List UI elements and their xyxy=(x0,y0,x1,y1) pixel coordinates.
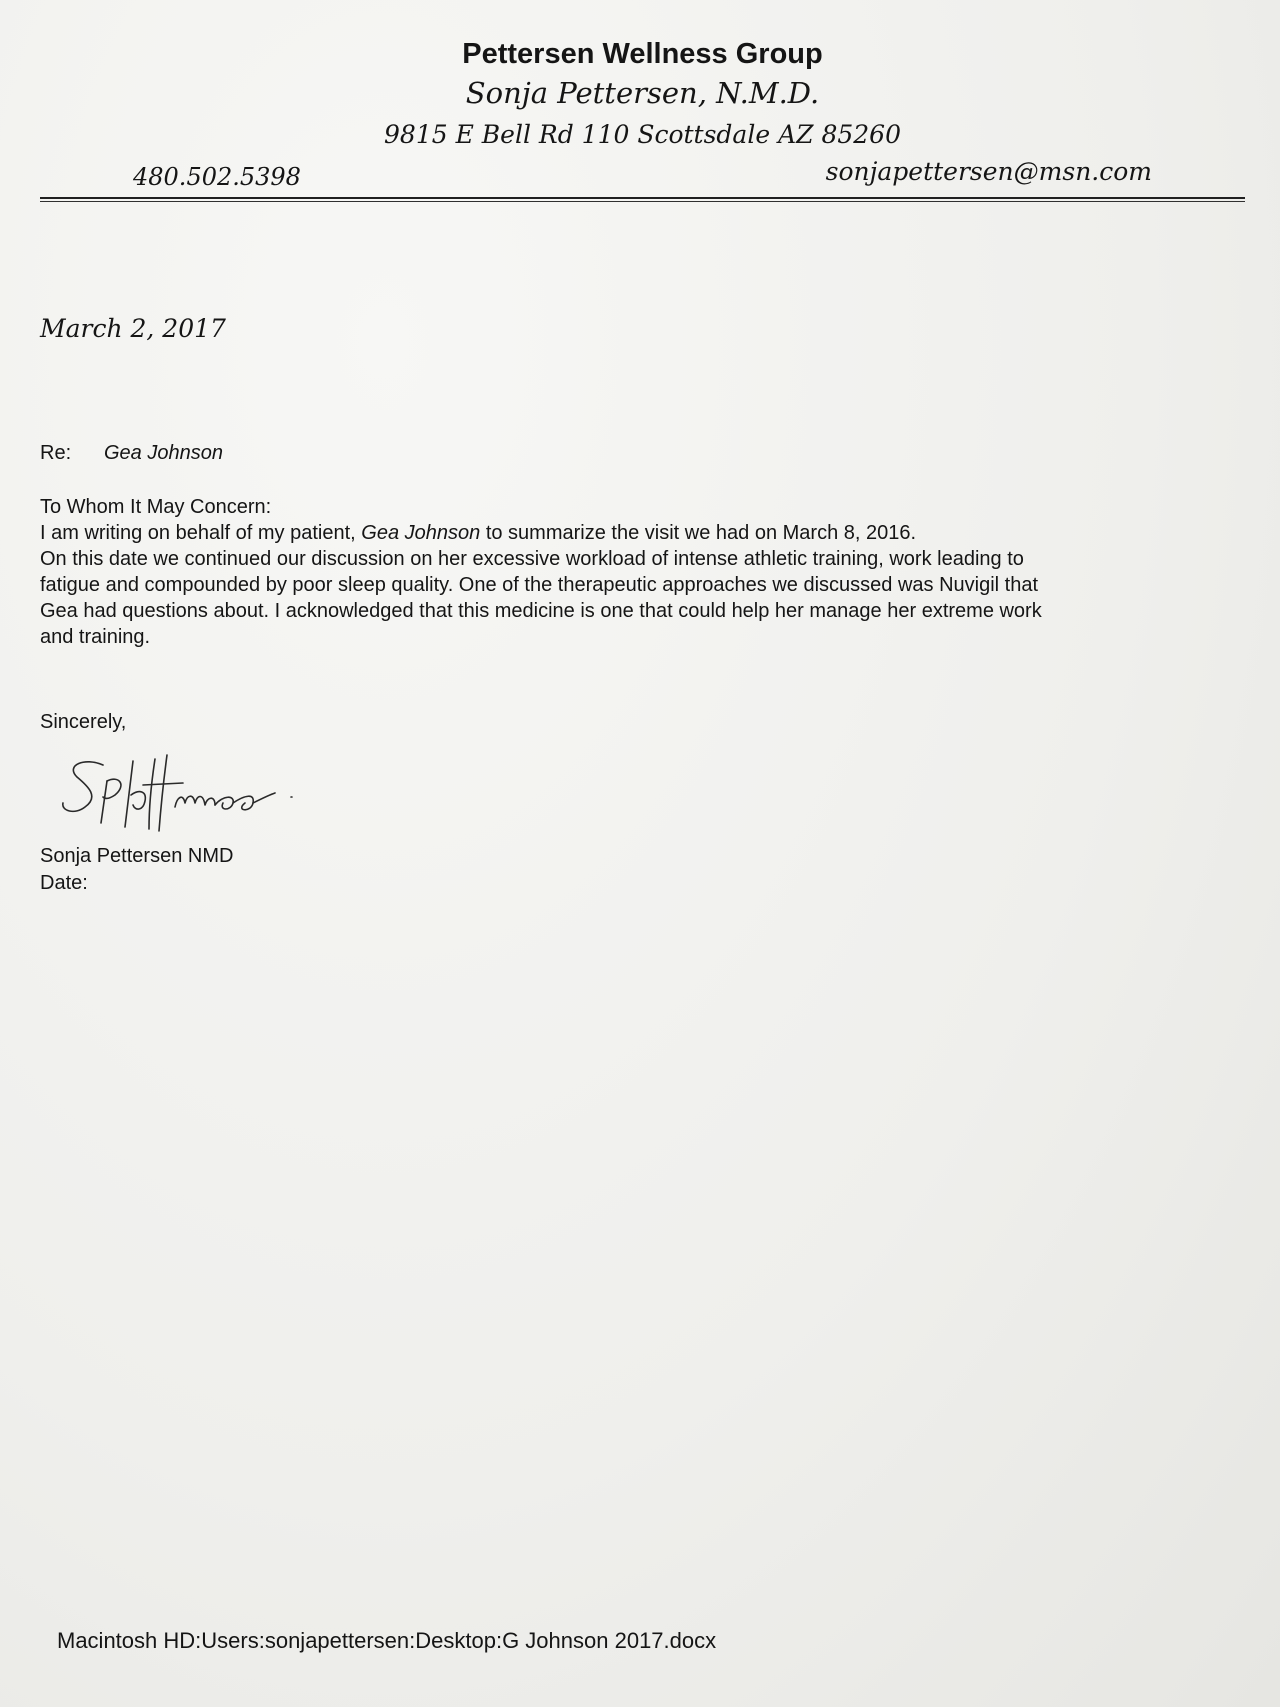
intro-after: to summarize the visit we had on March 8, 2016. xyxy=(480,522,917,544)
date-label: Date: xyxy=(40,872,88,894)
salutation: To Whom It May Concern: xyxy=(40,496,272,518)
file-path-footer: Macintosh HD:Users:sonjapettersen:Desktop:G Johnson 2017.docx xyxy=(57,1628,717,1653)
body-line: and training. xyxy=(40,626,151,648)
intro-line xyxy=(40,520,1250,546)
intro-patient-name: Gea Johnson xyxy=(361,522,481,544)
body-line: fatigue and compounded by poor sleep quality. One of the therapeutic approaches we discussed was Nuvigil that xyxy=(40,574,1039,596)
signer-name: Sonja Pettersen NMD xyxy=(40,845,234,867)
re-patient-name: Gea Johnson xyxy=(104,442,223,464)
doctor-name: Sonja Pettersen, N.M.D. xyxy=(465,76,820,110)
closing: Sincerely, xyxy=(40,711,127,733)
letter-date: March 2, 2017 xyxy=(40,314,226,343)
body-line: Gea had questions about. I acknowledged that this medicine is one that could help her manage her extreme work xyxy=(40,600,1042,622)
organization-name: Pettersen Wellness Group xyxy=(462,38,823,70)
email-address: sonjapettersen@msn.com xyxy=(825,157,1152,186)
body-line: On this date we continued our discussion on her excessive workload of intense athletic training, work leading to xyxy=(40,548,1024,570)
handwritten-signature xyxy=(55,745,375,840)
office-address: 9815 E Bell Rd 110 Scottsdale AZ 85260 xyxy=(384,120,901,149)
letter-body xyxy=(40,520,1250,650)
phone-number: 480.502.5398 xyxy=(133,163,301,191)
intro-before: I am writing on behalf of my patient, xyxy=(40,522,362,544)
re-label: Re: xyxy=(40,442,72,464)
letterhead-divider xyxy=(40,197,1245,202)
